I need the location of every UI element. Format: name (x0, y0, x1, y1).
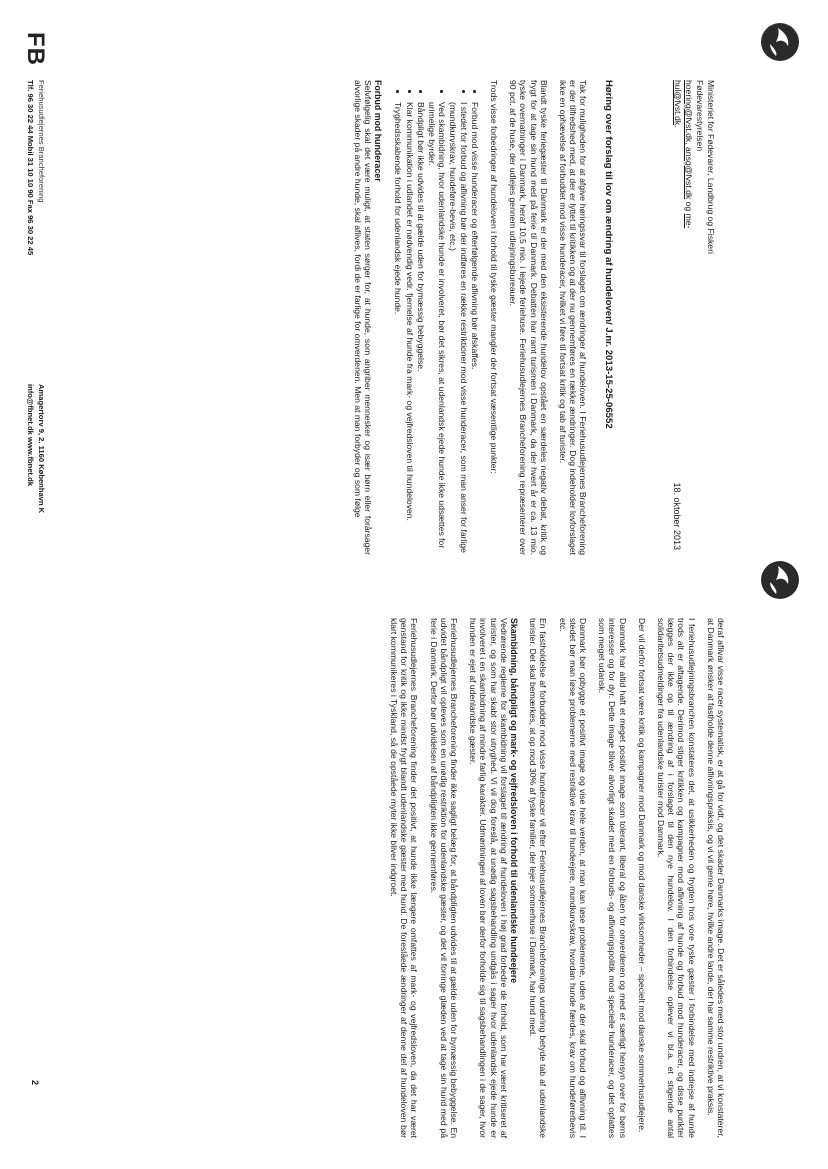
recipient-emails (683, 80, 694, 555)
footer-org-name: Feriehusudlejernes Brancheforening (37, 80, 46, 203)
list-item: • Forbud mod visse hunderacer og efterfølgende aflivning bør afskaffes. (470, 102, 480, 555)
body-paragraph: Feriehusudlejernes Brancheforening finder ikke sagligt belæg for, at båndpligten udvides til at gælde uden for bymæssig bebyggelse. En udvidet båndpligt vil opleves som en unødig restriktion for udenlandske gæster, og det vil forringe glæden ved at tage sin hund med på ferie i Danmark. Derfor bør udvidelsen af båndpligten ikke gennemføres. (428, 618, 459, 1138)
body-paragraph: Selvfølgelig skal det være muligt, at staten sørger for, at hunde, som angriber mennesker og især børn eller forårsager alvorlige skader på andre hunde, skal aflives, fordi de er farlige for omverdenen. Men at man forbyder og som følge (352, 80, 374, 555)
email-link-mehul-cont[interactable]: hul@fvst.dk (673, 80, 683, 126)
recipient-email-cont (672, 80, 683, 555)
list-item: • Klar kommunikation i udlandet er nødvendig vedr. fjernelse af hunde fra mark- og vejfredsloven til hundeloven. (404, 102, 414, 555)
body-paragraph: Tak for muligheden for at afgive høringssvar til forslaget om ændringer af hundeloven. I Feriehusudlejernes Brancheforening er der tilfredshed med, at der er lyttet til kritikken og at der nu gennemføres en række ændringer. Dog indeholder lovforslaget ikke en ophævelse af forbuddet mod visse hunderacer, hvilket vi føre til fortsat kritik og tab af turister. (558, 80, 589, 555)
footer-phones: Tlf. 96 30 22 44 Mobil 31 10 10 90 Fax 96 30 22 45 (26, 80, 35, 256)
list-item: • I stedet for forbud og aflivning bør der indføres en række restriktioner mod visse hunderacer, som man anser for farlige (mundkurvskrav, hundeføre-bevis, etc.) (448, 102, 468, 555)
email-link-mehul[interactable]: me- (684, 213, 694, 229)
logo-icon-right (760, 560, 800, 600)
right-column (380, 618, 726, 1138)
letterhead-footer (20, 32, 48, 572)
list-item: • Ved skambidning, hvor udenlandske hunde er involveret, bør det sikres, at udenlandsk ejede hunde ikke udsættes for urimelige byrder. (427, 102, 447, 555)
page-number: 2 (30, 1080, 40, 1086)
footer-address: Amagertorv 9, 2. 1160 København K (37, 384, 46, 514)
fb-logo-text: FB (22, 32, 49, 66)
body-paragraph: I feriehusudlejningsbranchen konstateres det, at usikkerheden og frygten hos vore tyske gæster i forbindelse med indrejse af hunde trods alt er aftagende. Derimod stiger kritikken og kampagner mod aflivning af hunde og forbud mod hunderacer, og disse punkter lægges der ikke op til ændring af i forslaget til den nye hundelov. I den forbindelse oplever vi bl.a. et stigende antal solidaritetsudmeldinger fra udenlandske turister mod Danmark. (655, 618, 697, 1138)
recipient-address (672, 80, 716, 555)
body-paragraph: En fastholdelse af forbuddet mod visse hunderacer vil efter Feriehusudlejernes Brancheforenings vurdering betyde tab af udenlandske turister. Det skal bemærkes, at op mod 30% af tyske familier, der lejer sommerhuse i Danmark, har hund med. (528, 618, 549, 1138)
recipient-line: Fødevarestyrelsen (695, 80, 705, 152)
list-item: • Båndpligt bør ikke udvides til at gælde uden for bymæssig bebyggelse. (416, 102, 426, 555)
body-paragraph: Danmark bør opbygge et positivt image og vise hele verden, at man kan løse problemerne, uden at der skal forbud og aflivning til. I stedet bør man løse problemerne med restriktive krav til hundeejere, mundkurvskrav, hvordan hunde færdes, krav om hundeførerbevis etc. (557, 618, 588, 1138)
logo-icon-left (760, 22, 800, 62)
body-paragraph: Vedrørende reglerne for skambidning vil forslaget til ændring af hundeloven i høj grad forbedre de forhold, som har været kritiseret af turister, og som har skabt stor utryghed. Vi vil dog foreslå, at unødig sagsbehandling undgås i sager hvor udenlandsk ejede hunde er involveret i en skambidning af mindre farlig karakter. Udmøntningen af loven bør derfor forholde sig til sagsbehandlingen i de sager, hvor hunden er ejet af udenlandske gæster. (468, 618, 509, 1138)
email-separator: og (684, 199, 694, 214)
section-heading: Forbud mod hunderacer (373, 80, 384, 182)
body-paragraph: Feriehusudlejernes Brancheforening finder det positivt, at hunde ikke længere omfattes af mark- og vejfredsloven, da det har været genstand for kritik og ikke mindst frygt blandt udenlandske gæster med hund. De foreslåede ændringer af denne del af hundeloven bør klart kommunikeres i Tyskland, så de opståede myter ikke bliver indgroet. (388, 618, 420, 1138)
letter-title: Høring over forslag til lov om ændring af hundeloven/ J.nr. 2013-15-25-06552 (603, 80, 614, 429)
letter-date: 18. oktober 2013 (672, 482, 682, 550)
left-column (344, 80, 716, 555)
body-paragraph: Der vil derfor fortsat være kritik og kampagner mod Danmark og mod danske virksomheder – specielt mod danske sommerhusudlejere. (636, 618, 647, 1133)
body-paragraph: Blandt tyske feriegæster til Danmark er der med den eksisterende hundelov opstået en særdeles negativ debat, kritik og frygt for at tage sin hund med på ferie til Danmark. Debatten har ramt turismen i Danmark, da der hvert år er ca. 13 mio. tyske overnatninger i Danmark, heraf 10,5 mio. i lejede feriehuse. Feriehusudlejernes Brancheforening repræsenterer over 90 pct. af de huse, der udlejes gennem udlejningsbureauer. (508, 80, 549, 555)
email-link-ansg[interactable]: ansg@fvst.dk (684, 147, 694, 200)
spacer (614, 80, 672, 555)
footer-contact[interactable]: info@fbnet.dk www.fbnet.dk (26, 384, 35, 487)
email-link-hoering[interactable]: hoering@fvst.dk, (684, 80, 694, 148)
body-paragraph: Trods visse forbedringer af hundeloven i forhold til tyske gæster mangler der fortsat væsentlige punkter: (489, 80, 500, 474)
section-heading: Skambidning, båndpligt og mark- og vejfredsloven i forhold til udenlandske hundeejere (508, 618, 519, 984)
email-end: . (673, 125, 683, 128)
list-item: • Tryghedsskabende forhold for udenlandsk ejede hunde. (393, 102, 403, 555)
body-paragraph: Danmark har altid haft et meget positivt image som tolerant, liberal og åben for omverdenen og med et særligt hensyn over for børns interesser og for dyr. Dette image bliver alvorligt skadet med en forbuds- og aflivningspolitik mod specielle hunderacer, og det opfattes som meget udansk. (597, 618, 628, 1138)
issue-list (393, 80, 480, 555)
body-paragraph: deraf aflivar visse racer systematisk, er at gå for vidt, og det skader Danmarks image. Det er således med stor undren, at vi konstaterer, at Danmark ønsker at fastholde denne aflivningspraksis, og vi vil gerne høre, hvilke andre lande, der har samme restriktive praksis. (705, 618, 726, 1138)
recipient-line: Ministeriet for Fødevarer, Landbrug og Fiskeri (706, 80, 716, 254)
